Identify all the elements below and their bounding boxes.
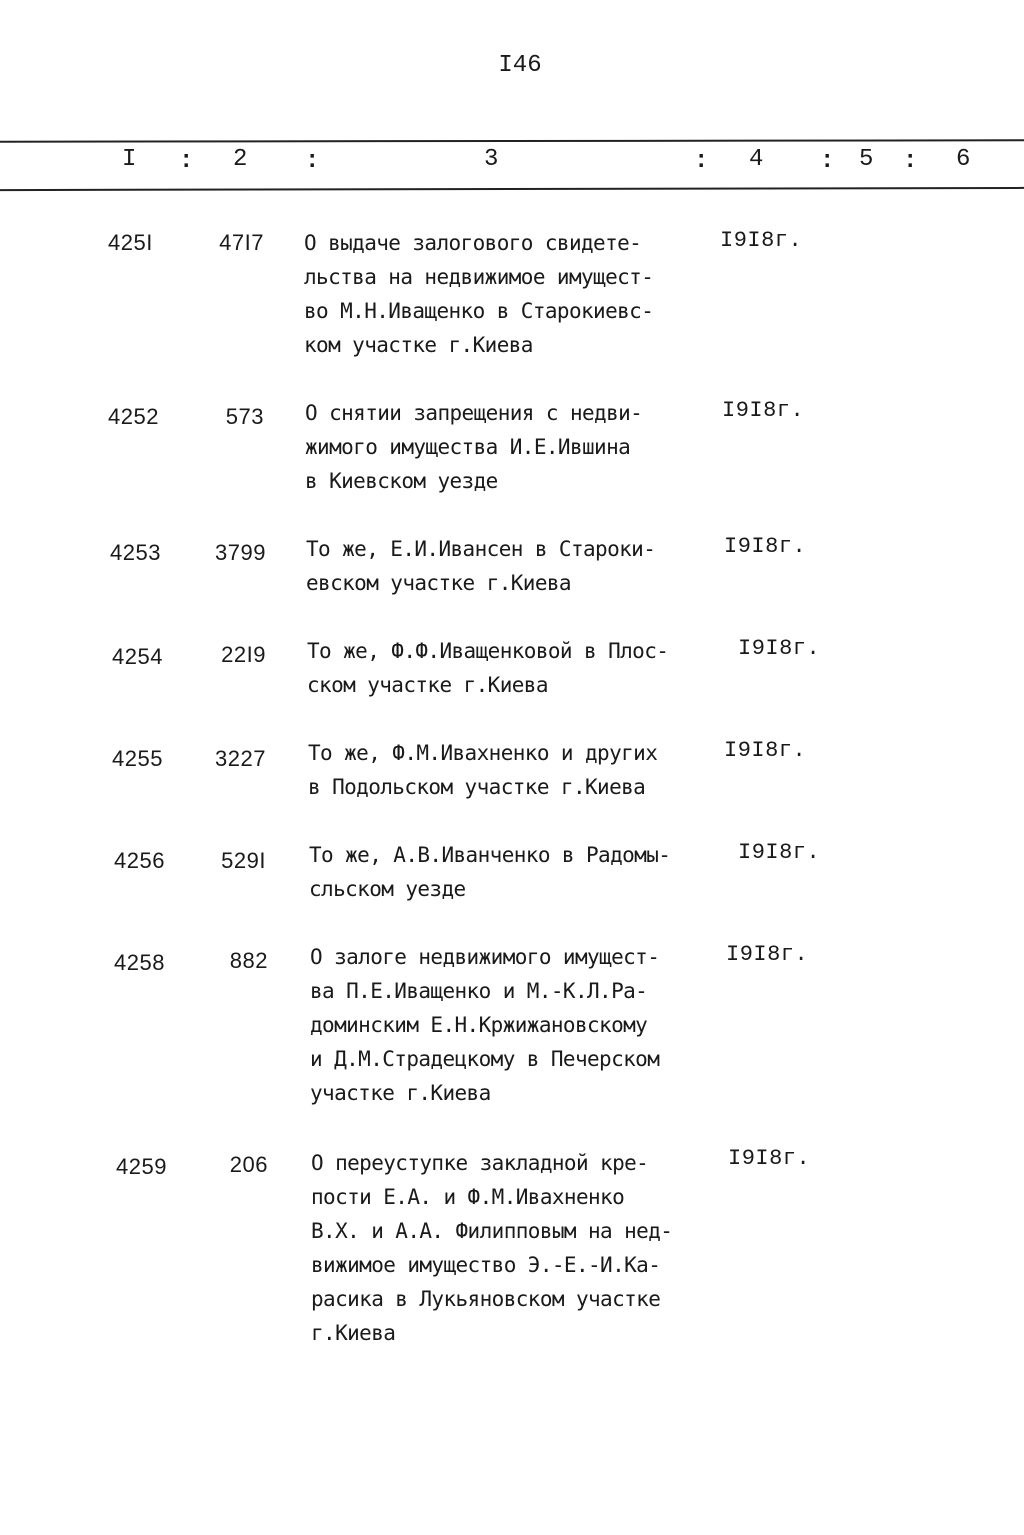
record-year: I9I8г. [722, 398, 805, 423]
column-separator: : [820, 148, 835, 175]
case-number: 206 [229, 1152, 268, 1177]
column-separator: : [694, 148, 709, 175]
record-title: То же, Ф.Ф.Иващенковой в Плос- ском участке г.Киева [307, 639, 669, 697]
column-separator: : [903, 148, 918, 175]
column-2-label: 2 [233, 146, 248, 173]
record-year: I9I8г. [728, 1146, 811, 1171]
case-number: 573 [225, 404, 264, 429]
record-title: О снятии запрещения с недви- жимого имущества И.Е.Ившина в Киевском уезде [305, 401, 643, 493]
header-rule-top [0, 139, 1024, 142]
column-separator: : [179, 148, 194, 175]
record-year: I9I8г. [724, 534, 807, 559]
record-year: I9I8г. [724, 738, 807, 763]
record-number: 4259 [116, 1154, 167, 1179]
page-number: I46 [498, 52, 542, 79]
case-number: 3227 [215, 746, 266, 771]
record-number: 4252 [108, 404, 159, 429]
record-title: То же, Ф.М.Ивахненко и других в Подольском участке г.Киева [308, 741, 658, 799]
record-number: 425I [108, 230, 153, 255]
column-3-label: 3 [484, 146, 499, 173]
column-6-label: 6 [956, 146, 971, 173]
record-year: I9I8г. [738, 840, 821, 865]
record-year: I9I8г. [738, 636, 821, 661]
record-title: То же, А.В.Иванченко в Радомы- сльском уезде [309, 843, 671, 901]
record-number: 4255 [112, 746, 163, 771]
column-5-label: 5 [859, 146, 874, 173]
record-title: То же, Е.И.Ивансен в Староки- евском участке г.Киева [306, 537, 656, 595]
record-title: О переуступке закладной кре- пости Е.А. и Ф.М.Ивахненко В.Х. и А.А. Филипповым на нед- вижимое имущество Э.-Е.-И.Ка- расика в Лукьяновском участке г.Киева [311, 1151, 673, 1345]
header-rule-bottom [0, 187, 1024, 191]
case-number: 529I [221, 848, 266, 873]
column-4-label: 4 [749, 146, 764, 173]
case-number: 882 [229, 948, 268, 973]
record-number: 4258 [114, 950, 165, 975]
record-number: 4256 [114, 848, 165, 873]
record-number: 4253 [110, 540, 161, 565]
record-year: I9I8г. [720, 228, 803, 253]
column-separator: : [305, 148, 320, 175]
case-number: 22I9 [221, 642, 266, 667]
case-number: 3799 [215, 540, 266, 565]
record-title: О залоге недвижимого имущест- ва П.Е.Иващенко и М.-К.Л.Ра- доминским Е.Н.Кржижановскому и Д.М.Страдецкому в Печерском участке г.Киева [310, 945, 660, 1105]
record-year: I9I8г. [726, 942, 809, 967]
record-number: 4254 [112, 644, 163, 669]
record-title: О выдаче залогового свидете- льства на недвижимое имущест- во М.Н.Иващенко в Старокиевс- ком участке г.Киева [304, 231, 654, 357]
column-1-label: I [122, 146, 137, 173]
case-number: 47I7 [219, 230, 264, 255]
